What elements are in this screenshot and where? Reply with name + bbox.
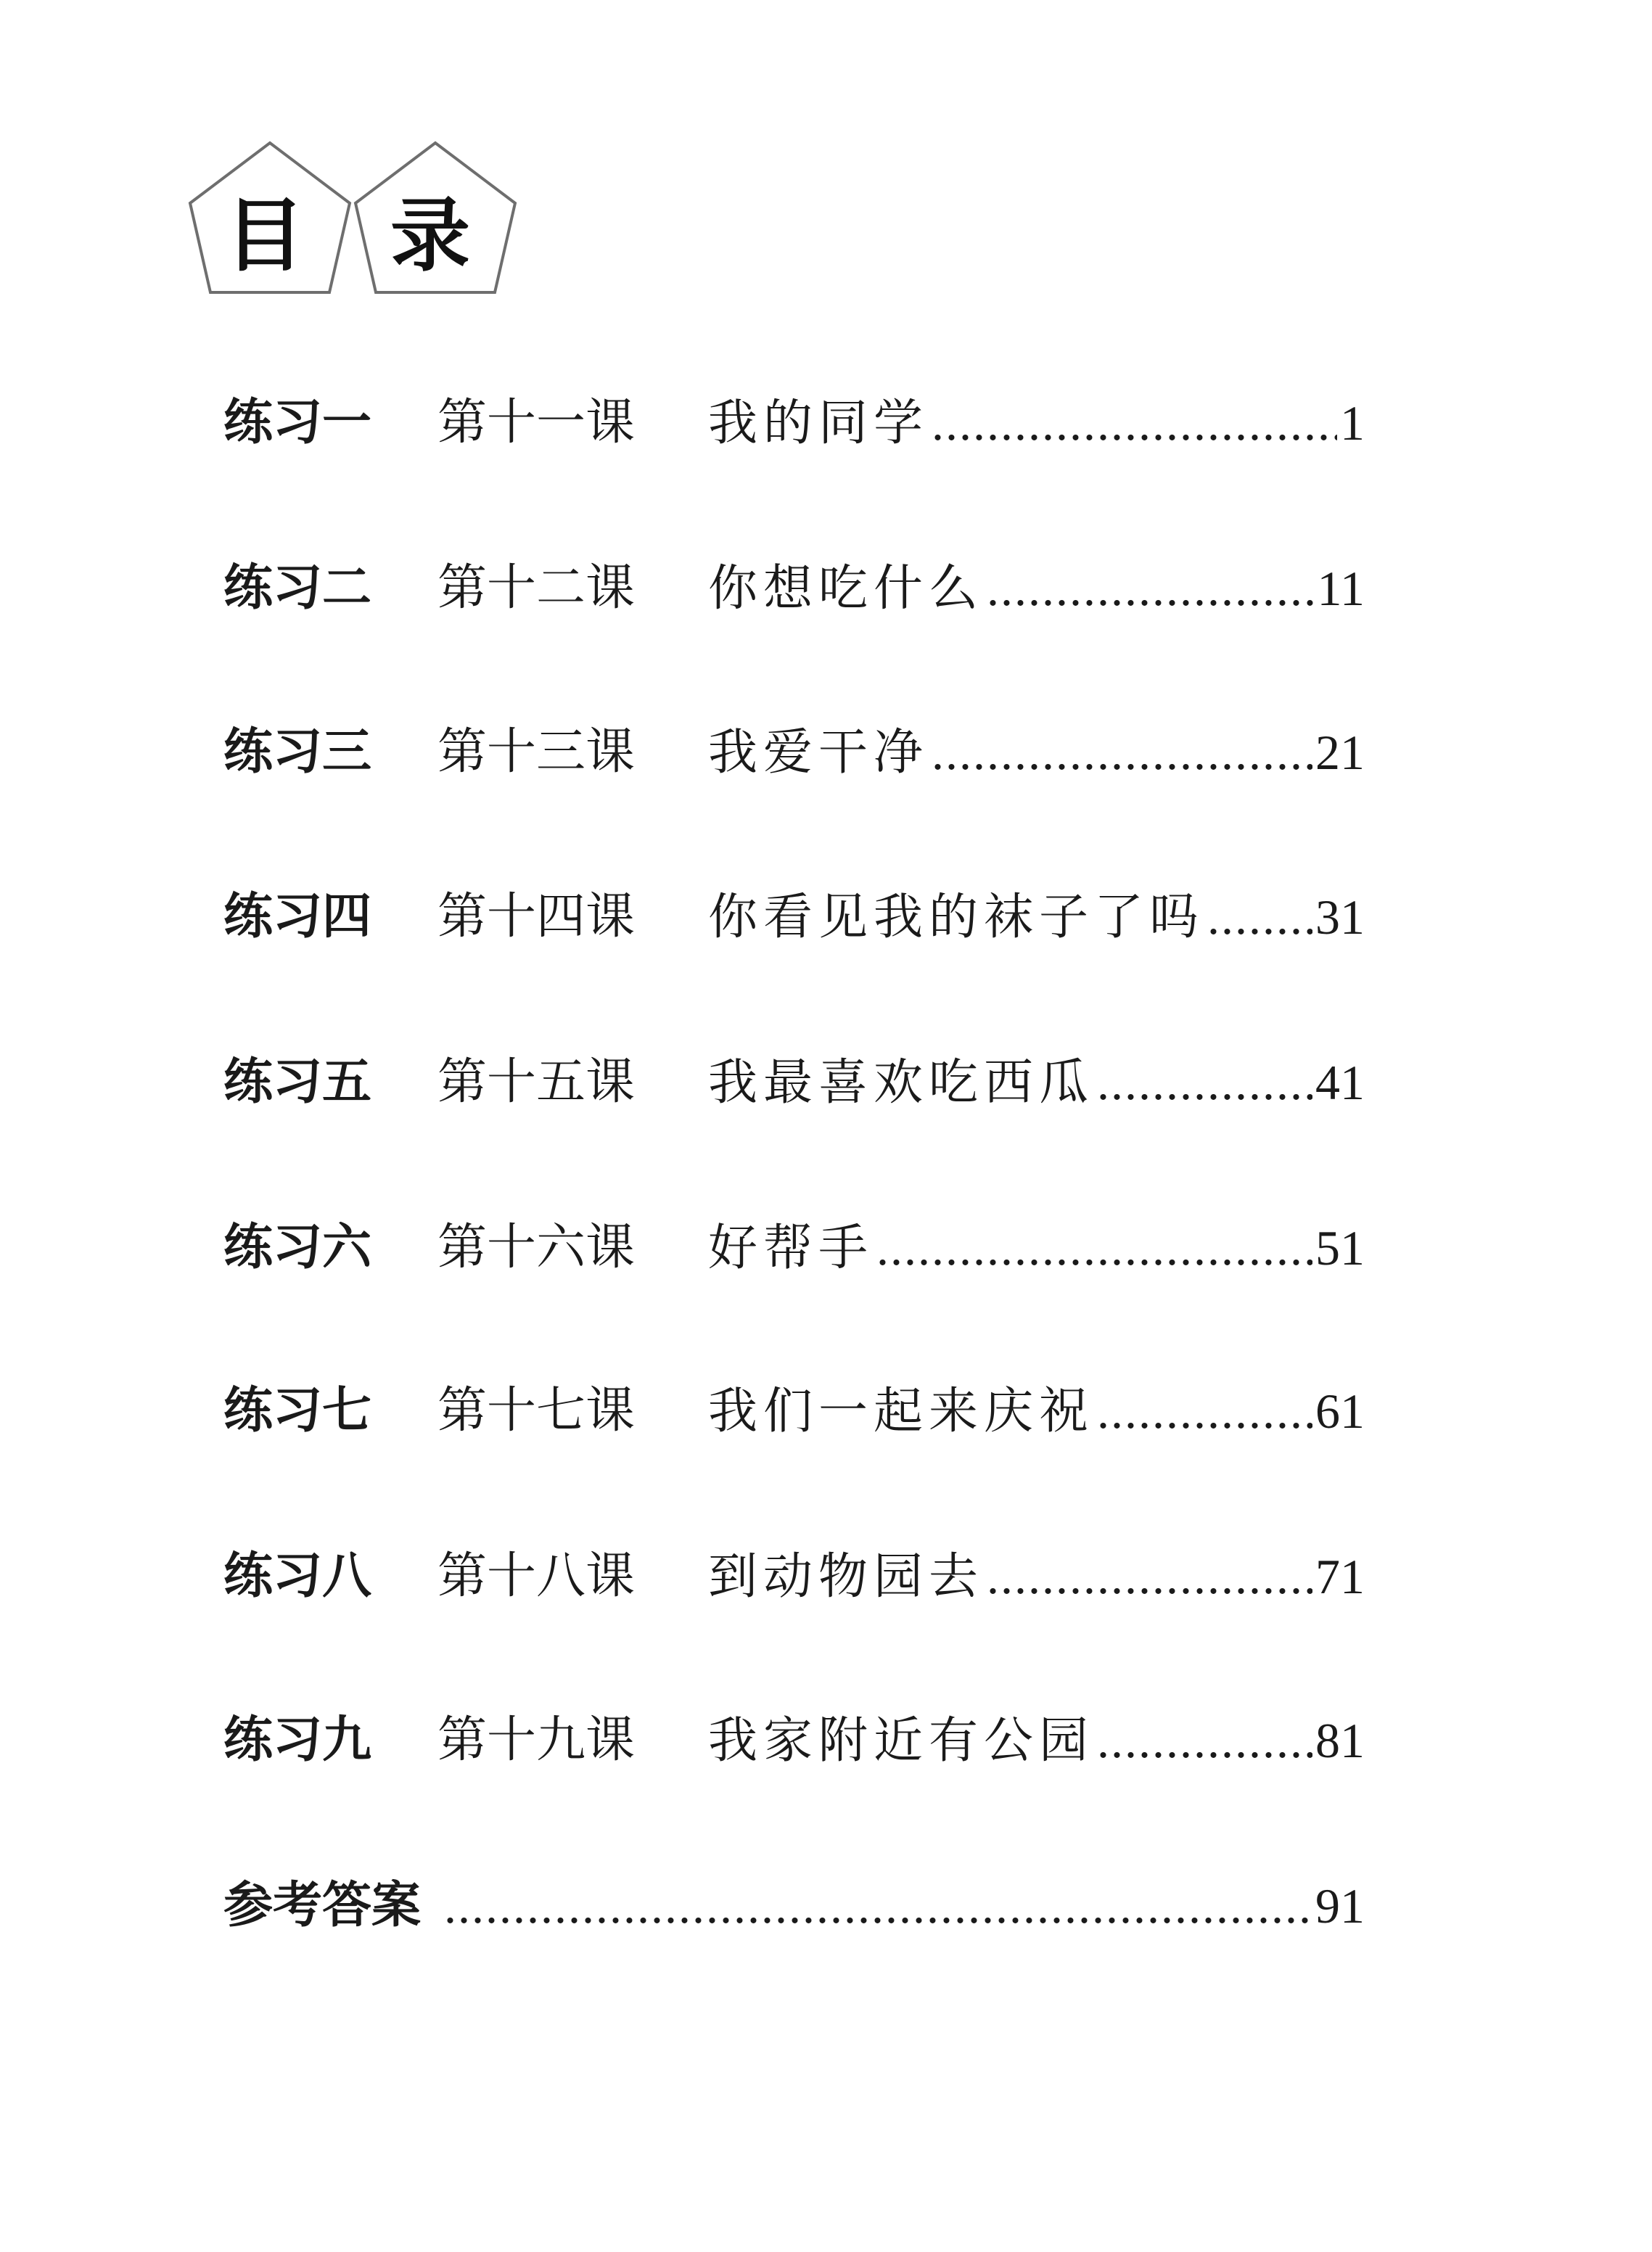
lesson-label: 第十六课 — [437, 1219, 636, 1276]
toc-entry[interactable] — [223, 884, 1365, 950]
heading-char-mu: 目 — [225, 189, 305, 282]
dot-leader — [1097, 1708, 1312, 1773]
page-number: 21 — [1315, 725, 1365, 780]
page-number: 41 — [1315, 1055, 1365, 1110]
lesson-label: 第十三课 — [437, 723, 636, 781]
lesson-label: 第十七课 — [437, 1382, 636, 1439]
toc-heading — [185, 139, 533, 295]
page-number: 1 — [1340, 395, 1365, 451]
page-number: 91 — [1315, 1878, 1365, 1933]
page-number: 71 — [1315, 1549, 1365, 1604]
page-number: 11 — [1317, 561, 1365, 616]
page-number: 51 — [1315, 1220, 1365, 1275]
lesson-label: 第十四课 — [437, 888, 636, 945]
lesson-title: 我们一起来庆祝 — [708, 1383, 1095, 1440]
dot-leader — [1097, 1378, 1312, 1444]
page-number: 81 — [1315, 1713, 1365, 1768]
page-number: 31 — [1315, 889, 1365, 945]
dot-leader — [987, 556, 1315, 621]
lesson-label: 第十八课 — [437, 1548, 636, 1605]
lesson-title: 我最喜欢吃西瓜 — [708, 1054, 1095, 1111]
dot-leader — [1097, 1050, 1312, 1115]
toc-entry-answers[interactable] — [223, 1873, 1365, 1939]
lesson-title: 你想吃什么 — [708, 560, 985, 617]
toc-entry[interactable] — [223, 720, 1365, 785]
dot-leader — [932, 390, 1337, 456]
lesson-label: 第十五课 — [437, 1053, 636, 1111]
dot-leader — [444, 1873, 1312, 1939]
lesson-title: 好帮手 — [708, 1220, 874, 1277]
lesson-title: 我家附近有公园 — [708, 1712, 1095, 1770]
toc-entry[interactable] — [223, 1378, 1365, 1444]
toc-entry[interactable] — [223, 1050, 1365, 1115]
toc-entry[interactable] — [223, 390, 1365, 456]
toc-entry[interactable] — [223, 1215, 1365, 1281]
dot-leader — [987, 1544, 1312, 1609]
lesson-label: 第十九课 — [437, 1711, 636, 1769]
lesson-label: 第十一课 — [437, 394, 636, 451]
exercise-label: 练习四 — [223, 888, 372, 945]
exercise-label: 练习一 — [223, 394, 372, 451]
toc-entry[interactable] — [223, 1544, 1365, 1609]
lesson-title: 你看见我的袜子了吗 — [708, 889, 1205, 946]
lesson-title: 我的同学 — [708, 395, 929, 452]
exercise-label: 练习二 — [223, 559, 372, 617]
lesson-title: 到动物园去 — [708, 1548, 985, 1606]
lesson-label: 第十二课 — [437, 559, 636, 617]
exercise-label: 练习五 — [223, 1053, 372, 1111]
toc-entry[interactable] — [223, 556, 1365, 621]
exercise-label: 练习六 — [223, 1219, 372, 1276]
exercise-label: 练习九 — [223, 1711, 372, 1769]
exercise-label: 练习三 — [223, 723, 372, 781]
dot-leader — [932, 720, 1312, 785]
lesson-title: 我爱干净 — [708, 724, 929, 781]
page-number: 61 — [1315, 1384, 1365, 1439]
dot-leader — [876, 1215, 1312, 1281]
exercise-label: 练习七 — [223, 1382, 372, 1439]
heading-char-lu: 录 — [390, 189, 470, 282]
answers-label: 参考答案 — [223, 1877, 422, 1934]
exercise-label: 练习八 — [223, 1548, 372, 1605]
dot-leader — [1207, 884, 1312, 950]
toc-entry[interactable] — [223, 1708, 1365, 1773]
